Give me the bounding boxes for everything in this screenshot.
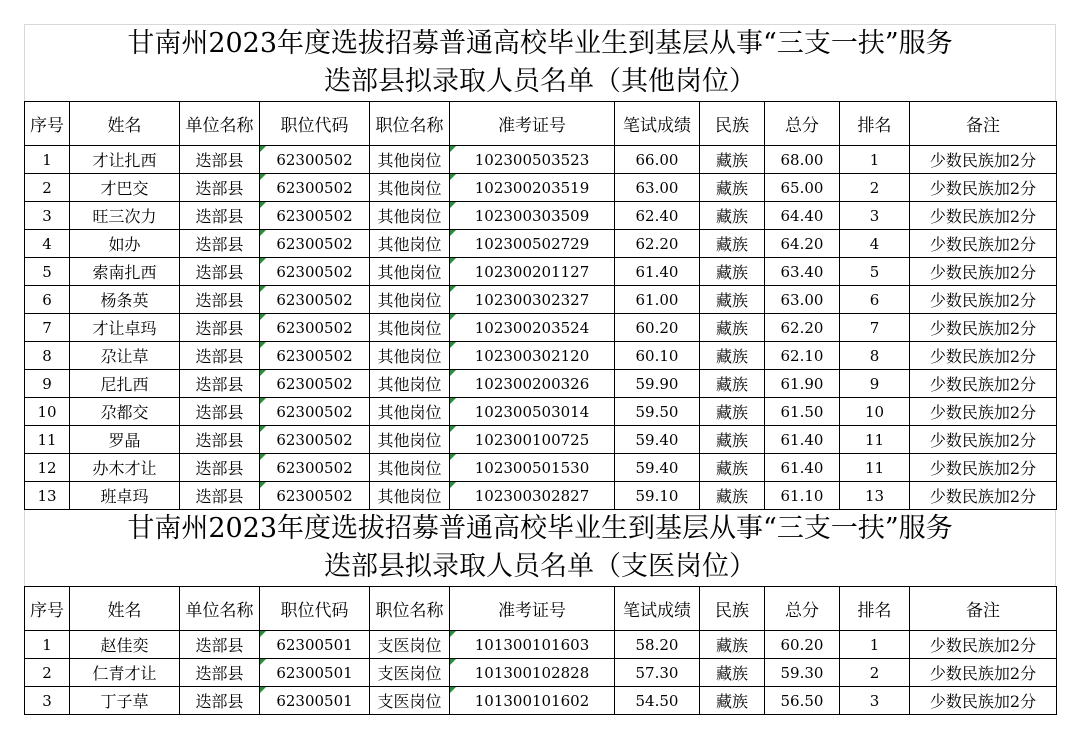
cell-written-score[interactable]: 62.40 <box>615 202 700 230</box>
cell-unit[interactable]: 迭部县 <box>180 454 260 482</box>
header-position-name: 职位名称 <box>370 102 450 146</box>
cell-total-score[interactable]: 63.40 <box>765 258 840 286</box>
cell-position-name[interactable]: 支医岗位 <box>370 631 450 659</box>
table-header-row <box>25 587 1057 631</box>
cell-position-name[interactable]: 支医岗位 <box>370 659 450 687</box>
cell-remark[interactable]: 少数民族加2分 <box>910 314 1057 342</box>
cell-ethnicity[interactable]: 藏族 <box>700 342 765 370</box>
header-total-score: 总分 <box>765 102 840 146</box>
cell-unit[interactable]: 迭部县 <box>180 426 260 454</box>
cell-rank[interactable]: 3 <box>840 687 910 715</box>
cell-total-score[interactable]: 64.20 <box>765 230 840 258</box>
cell-seq[interactable]: 11 <box>25 426 70 454</box>
header-ethnicity: 民族 <box>700 587 765 631</box>
cell-written-score[interactable]: 62.20 <box>615 230 700 258</box>
cell-total-score[interactable]: 60.20 <box>765 631 840 659</box>
cell-written-score[interactable]: 54.50 <box>615 687 700 715</box>
cell-position-name[interactable]: 其他岗位 <box>370 454 450 482</box>
cell-rank[interactable]: 3 <box>840 202 910 230</box>
header-seq: 序号 <box>25 102 70 146</box>
cell-ticket-number[interactable]: 102300303509 <box>450 202 615 230</box>
cell-rank[interactable]: 8 <box>840 342 910 370</box>
cell-written-score[interactable]: 61.00 <box>615 286 700 314</box>
cell-seq[interactable]: 3 <box>25 202 70 230</box>
cell-unit[interactable]: 迭部县 <box>180 174 260 202</box>
table-row <box>25 687 1057 715</box>
cell-unit[interactable]: 迭部县 <box>180 146 260 174</box>
cell-name[interactable]: 赵佳奕 <box>70 631 180 659</box>
cell-position-name[interactable]: 其他岗位 <box>370 202 450 230</box>
cell-name[interactable]: 罗晶 <box>70 426 180 454</box>
header-name: 姓名 <box>70 102 180 146</box>
table-row <box>25 426 1057 454</box>
table-row <box>25 174 1057 202</box>
cell-seq[interactable]: 4 <box>25 230 70 258</box>
cell-position-name[interactable]: 其他岗位 <box>370 398 450 426</box>
cell-total-score[interactable]: 64.40 <box>765 202 840 230</box>
cell-unit[interactable]: 迭部县 <box>180 482 260 510</box>
spreadsheet <box>24 24 1056 715</box>
cell-unit[interactable]: 迭部县 <box>180 398 260 426</box>
cell-unit[interactable]: 迭部县 <box>180 342 260 370</box>
header-seq: 序号 <box>25 587 70 631</box>
cell-total-score[interactable]: 61.10 <box>765 482 840 510</box>
cell-position-code[interactable]: 62300502 <box>260 174 370 202</box>
cell-ticket-number[interactable]: 102300503523 <box>450 146 615 174</box>
section-title-other <box>24 24 1056 101</box>
cell-seq[interactable]: 1 <box>25 146 70 174</box>
header-remark: 备注 <box>910 587 1057 631</box>
cell-unit[interactable]: 迭部县 <box>180 659 260 687</box>
cell-remark[interactable]: 少数民族加2分 <box>910 258 1057 286</box>
cell-remark[interactable]: 少数民族加2分 <box>910 631 1057 659</box>
table-row <box>25 482 1057 510</box>
cell-remark[interactable]: 少数民族加2分 <box>910 659 1057 687</box>
cell-remark[interactable]: 少数民族加2分 <box>910 342 1057 370</box>
cell-remark[interactable]: 少数民族加2分 <box>910 398 1057 426</box>
cell-remark[interactable]: 少数民族加2分 <box>910 482 1057 510</box>
title-line1: 甘南州2023年度选拔招募普通高校毕业生到基层从事“三支一扶”服务 <box>127 28 953 59</box>
cell-written-score[interactable]: 59.40 <box>615 454 700 482</box>
header-rank: 排名 <box>840 102 910 146</box>
header-ticket-number: 准考证号 <box>450 102 615 146</box>
cell-ethnicity[interactable]: 藏族 <box>700 631 765 659</box>
cell-ticket-number[interactable]: 102300203519 <box>450 174 615 202</box>
cell-rank[interactable]: 10 <box>840 398 910 426</box>
header-written-score: 笔试成绩 <box>615 587 700 631</box>
cell-written-score[interactable]: 63.00 <box>615 174 700 202</box>
cell-name[interactable]: 才让卓玛 <box>70 314 180 342</box>
cell-seq[interactable]: 5 <box>25 258 70 286</box>
cell-position-name[interactable]: 其他岗位 <box>370 230 450 258</box>
cell-total-score[interactable]: 62.10 <box>765 342 840 370</box>
cell-position-code[interactable]: 62300502 <box>260 398 370 426</box>
cell-total-score[interactable]: 68.00 <box>765 146 840 174</box>
cell-name[interactable]: 尕都交 <box>70 398 180 426</box>
title-line1: 甘南州2023年度选拔招募普通高校毕业生到基层从事“三支一扶”服务 <box>127 513 953 544</box>
table-row <box>25 370 1057 398</box>
cell-seq[interactable]: 8 <box>25 342 70 370</box>
cell-seq[interactable]: 10 <box>25 398 70 426</box>
cell-position-name[interactable]: 其他岗位 <box>370 426 450 454</box>
cell-remark[interactable]: 少数民族加2分 <box>910 370 1057 398</box>
cell-name[interactable]: 尕让草 <box>70 342 180 370</box>
cell-written-score[interactable]: 57.30 <box>615 659 700 687</box>
header-position-code: 职位代码 <box>260 587 370 631</box>
header-rank: 排名 <box>840 587 910 631</box>
cell-unit[interactable]: 迭部县 <box>180 230 260 258</box>
cell-remark[interactable]: 少数民族加2分 <box>910 454 1057 482</box>
header-position-code: 职位代码 <box>260 102 370 146</box>
cell-position-code[interactable]: 62300502 <box>260 230 370 258</box>
cell-position-code[interactable]: 62300501 <box>260 631 370 659</box>
header-ticket-number: 准考证号 <box>450 587 615 631</box>
cell-rank[interactable]: 6 <box>840 286 910 314</box>
cell-seq[interactable]: 3 <box>25 687 70 715</box>
cell-total-score[interactable]: 61.50 <box>765 398 840 426</box>
table-row <box>25 659 1057 687</box>
cell-seq[interactable]: 12 <box>25 454 70 482</box>
cell-rank[interactable]: 11 <box>840 454 910 482</box>
cell-total-score[interactable]: 59.30 <box>765 659 840 687</box>
cell-ticket-number[interactable]: 101300101602 <box>450 687 615 715</box>
header-written-score: 笔试成绩 <box>615 102 700 146</box>
cell-rank[interactable]: 11 <box>840 426 910 454</box>
table-row <box>25 202 1057 230</box>
cell-rank[interactable]: 4 <box>840 230 910 258</box>
header-name: 姓名 <box>70 587 180 631</box>
cell-rank[interactable]: 5 <box>840 258 910 286</box>
cell-unit[interactable]: 迭部县 <box>180 687 260 715</box>
cell-ticket-number[interactable]: 102300302827 <box>450 482 615 510</box>
cell-ticket-number[interactable]: 101300101603 <box>450 631 615 659</box>
cell-written-score[interactable]: 61.40 <box>615 258 700 286</box>
cell-position-code[interactable]: 62300502 <box>260 370 370 398</box>
cell-ethnicity[interactable]: 藏族 <box>700 146 765 174</box>
cell-ethnicity[interactable]: 藏族 <box>700 398 765 426</box>
table-row <box>25 314 1057 342</box>
cell-ethnicity[interactable]: 藏族 <box>700 426 765 454</box>
table-row <box>25 398 1057 426</box>
cell-name[interactable]: 才巴交 <box>70 174 180 202</box>
cell-name[interactable]: 丁子草 <box>70 687 180 715</box>
cell-position-code[interactable]: 62300502 <box>260 146 370 174</box>
cell-written-score[interactable]: 66.00 <box>615 146 700 174</box>
cell-total-score[interactable]: 56.50 <box>765 687 840 715</box>
cell-remark[interactable]: 少数民族加2分 <box>910 426 1057 454</box>
cell-unit[interactable]: 迭部县 <box>180 370 260 398</box>
cell-position-code[interactable]: 62300501 <box>260 659 370 687</box>
cell-unit[interactable]: 迭部县 <box>180 202 260 230</box>
cell-seq[interactable]: 6 <box>25 286 70 314</box>
cell-ticket-number[interactable]: 102300203524 <box>450 314 615 342</box>
cell-rank[interactable]: 2 <box>840 659 910 687</box>
cell-unit[interactable]: 迭部县 <box>180 258 260 286</box>
cell-seq[interactable]: 7 <box>25 314 70 342</box>
cell-position-code[interactable]: 62300501 <box>260 687 370 715</box>
cell-remark[interactable]: 少数民族加2分 <box>910 230 1057 258</box>
cell-rank[interactable]: 7 <box>840 314 910 342</box>
cell-written-score[interactable]: 60.20 <box>615 314 700 342</box>
cell-name[interactable]: 如办 <box>70 230 180 258</box>
header-ethnicity: 民族 <box>700 102 765 146</box>
cell-unit[interactable]: 迭部县 <box>180 631 260 659</box>
cell-rank[interactable]: 1 <box>840 631 910 659</box>
cell-ethnicity[interactable]: 藏族 <box>700 482 765 510</box>
cell-ticket-number[interactable]: 101300102828 <box>450 659 615 687</box>
cell-name[interactable]: 才让扎西 <box>70 146 180 174</box>
cell-ethnicity[interactable]: 藏族 <box>700 687 765 715</box>
cell-remark[interactable]: 少数民族加2分 <box>910 174 1057 202</box>
cell-total-score[interactable]: 65.00 <box>765 174 840 202</box>
cell-position-code[interactable]: 62300502 <box>260 426 370 454</box>
cell-ticket-number[interactable]: 102300502729 <box>450 230 615 258</box>
header-remark: 备注 <box>910 102 1057 146</box>
table-other-positions <box>24 101 1057 510</box>
table-medical-positions <box>24 586 1057 715</box>
cell-ticket-number[interactable]: 102300100725 <box>450 426 615 454</box>
cell-position-code[interactable]: 62300502 <box>260 314 370 342</box>
table-row <box>25 286 1057 314</box>
cell-remark[interactable]: 少数民族加2分 <box>910 687 1057 715</box>
cell-position-code[interactable]: 62300502 <box>260 482 370 510</box>
cell-total-score[interactable]: 61.90 <box>765 370 840 398</box>
cell-seq[interactable]: 2 <box>25 659 70 687</box>
cell-seq[interactable]: 13 <box>25 482 70 510</box>
cell-name[interactable]: 旺三次力 <box>70 202 180 230</box>
header-unit: 单位名称 <box>180 587 260 631</box>
table-row <box>25 342 1057 370</box>
cell-written-score[interactable]: 58.20 <box>615 631 700 659</box>
cell-ethnicity[interactable]: 藏族 <box>700 314 765 342</box>
cell-total-score[interactable]: 61.40 <box>765 454 840 482</box>
cell-ethnicity[interactable]: 藏族 <box>700 454 765 482</box>
header-total-score: 总分 <box>765 587 840 631</box>
cell-position-name[interactable]: 其他岗位 <box>370 314 450 342</box>
table-header-row <box>25 102 1057 146</box>
cell-rank[interactable]: 2 <box>840 174 910 202</box>
cell-written-score[interactable]: 59.40 <box>615 426 700 454</box>
cell-written-score[interactable]: 59.10 <box>615 482 700 510</box>
cell-position-code[interactable]: 62300502 <box>260 454 370 482</box>
cell-name[interactable]: 杨条英 <box>70 286 180 314</box>
cell-name[interactable]: 尼扎西 <box>70 370 180 398</box>
cell-seq[interactable]: 2 <box>25 174 70 202</box>
cell-ticket-number[interactable]: 102300302327 <box>450 286 615 314</box>
cell-ticket-number[interactable]: 102300200326 <box>450 370 615 398</box>
cell-ticket-number[interactable]: 102300201127 <box>450 258 615 286</box>
cell-total-score[interactable]: 62.20 <box>765 314 840 342</box>
cell-position-name[interactable]: 其他岗位 <box>370 286 450 314</box>
cell-ethnicity[interactable]: 藏族 <box>700 230 765 258</box>
cell-written-score[interactable]: 59.90 <box>615 370 700 398</box>
cell-ethnicity[interactable]: 藏族 <box>700 659 765 687</box>
cell-position-name[interactable]: 其他岗位 <box>370 342 450 370</box>
title-line2: 迭部县拟录取人员名单（支医岗位） <box>324 551 756 582</box>
table-row <box>25 631 1057 659</box>
cell-ethnicity[interactable]: 藏族 <box>700 202 765 230</box>
cell-position-name[interactable]: 其他岗位 <box>370 258 450 286</box>
cell-remark[interactable]: 少数民族加2分 <box>910 146 1057 174</box>
cell-ticket-number[interactable]: 102300503014 <box>450 398 615 426</box>
cell-unit[interactable]: 迭部县 <box>180 314 260 342</box>
cell-ticket-number[interactable]: 102300302120 <box>450 342 615 370</box>
header-unit: 单位名称 <box>180 102 260 146</box>
cell-position-name[interactable]: 支医岗位 <box>370 687 450 715</box>
cell-position-code[interactable]: 62300502 <box>260 286 370 314</box>
cell-position-name[interactable]: 其他岗位 <box>370 146 450 174</box>
cell-seq[interactable]: 9 <box>25 370 70 398</box>
cell-position-name[interactable]: 其他岗位 <box>370 174 450 202</box>
table-row <box>25 454 1057 482</box>
table-row <box>25 258 1057 286</box>
cell-name[interactable]: 办木才让 <box>70 454 180 482</box>
cell-position-name[interactable]: 其他岗位 <box>370 482 450 510</box>
cell-rank[interactable]: 13 <box>840 482 910 510</box>
cell-ethnicity[interactable]: 藏族 <box>700 174 765 202</box>
cell-ethnicity[interactable]: 藏族 <box>700 286 765 314</box>
cell-rank[interactable]: 9 <box>840 370 910 398</box>
cell-remark[interactable]: 少数民族加2分 <box>910 286 1057 314</box>
cell-rank[interactable]: 1 <box>840 146 910 174</box>
cell-written-score[interactable]: 60.10 <box>615 342 700 370</box>
title-line2: 迭部县拟录取人员名单（其他岗位） <box>324 66 756 97</box>
cell-total-score[interactable]: 63.00 <box>765 286 840 314</box>
cell-name[interactable]: 仁青才让 <box>70 659 180 687</box>
cell-unit[interactable]: 迭部县 <box>180 286 260 314</box>
cell-position-name[interactable]: 其他岗位 <box>370 370 450 398</box>
cell-name[interactable]: 索南扎西 <box>70 258 180 286</box>
header-position-name: 职位名称 <box>370 587 450 631</box>
cell-ticket-number[interactable]: 102300501530 <box>450 454 615 482</box>
cell-seq[interactable]: 1 <box>25 631 70 659</box>
cell-written-score[interactable]: 59.50 <box>615 398 700 426</box>
table-row <box>25 146 1057 174</box>
cell-position-code[interactable]: 62300502 <box>260 202 370 230</box>
cell-remark[interactable]: 少数民族加2分 <box>910 202 1057 230</box>
cell-total-score[interactable]: 61.40 <box>765 426 840 454</box>
cell-ethnicity[interactable]: 藏族 <box>700 258 765 286</box>
cell-position-code[interactable]: 62300502 <box>260 342 370 370</box>
section-title-medical <box>24 510 1056 586</box>
cell-position-code[interactable]: 62300502 <box>260 258 370 286</box>
cell-ethnicity[interactable]: 藏族 <box>700 370 765 398</box>
table-row <box>25 230 1057 258</box>
cell-name[interactable]: 班卓玛 <box>70 482 180 510</box>
